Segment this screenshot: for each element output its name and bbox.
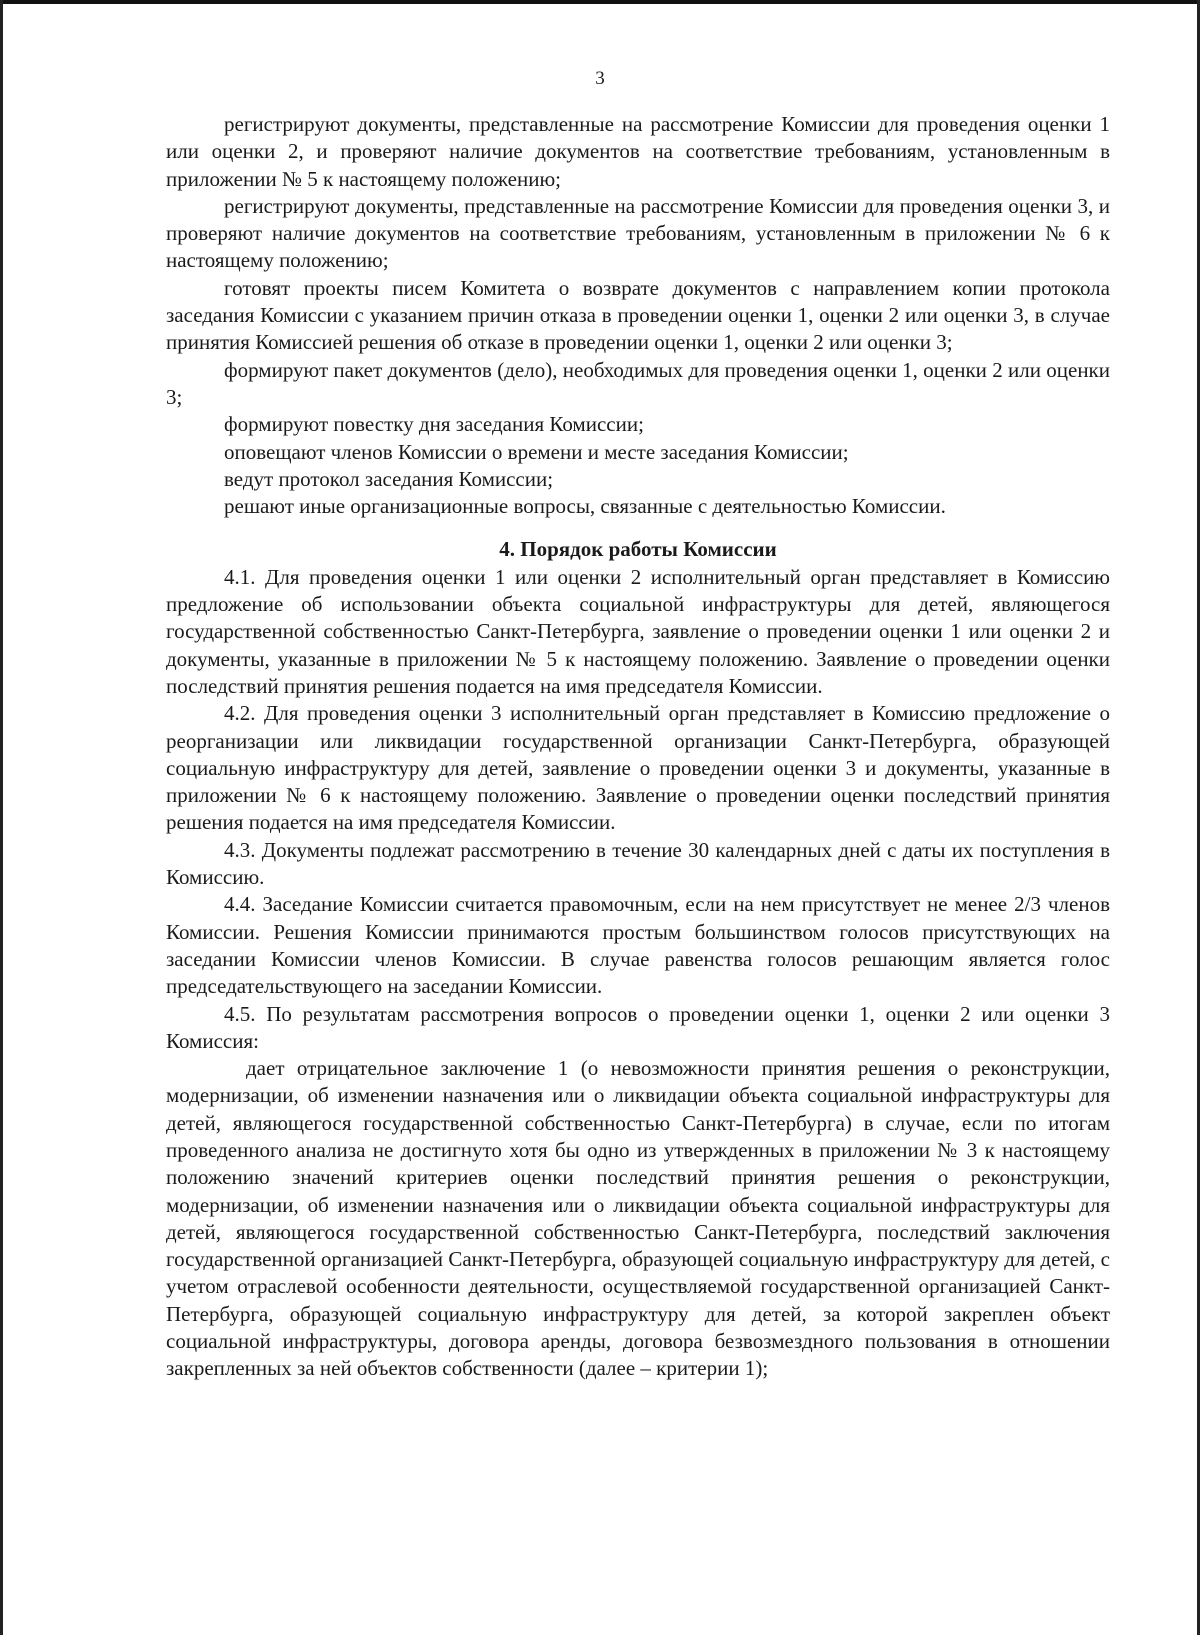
paragraph: формируют повестку дня заседания Комиссии; — [224, 412, 644, 437]
document-body — [166, 111, 1110, 1383]
scan-border-top — [0, 0, 1200, 4]
paragraph: оповещают членов Комиссии о времени и месте заседания Комиссии; — [224, 439, 849, 464]
page-number: 3 — [595, 68, 605, 89]
paragraph: готовят проекты писем Комитета о возврате документов с направлением копии протокола заседания Комиссии с указанием причин отказа в проведении оценки 1, оценки 2 или оценки 3, в случае принятия Комиссией решения об отказе в проведении оценки 1, оценки 2 или оценки 3; — [166, 275, 1110, 355]
scan-border-left — [0, 0, 3, 1635]
clause-paragraph: 4.2. Для проведения оценки 3 исполнительный орган представляет в Комиссию предложение о реорганизации или ликвидации государственной организации Санкт-Петербурга, образующей социальную инфраструктуру для детей, заявление о проведении оценки 3 и документы, указанные в приложении № 6 к настоящему положению. Заявление о проведении оценки последствий принятия решения подается на имя председателя Комиссии. — [166, 701, 1110, 835]
clause-paragraph: 4.4. Заседание Комиссии считается правомочным, если на нем присутствует не менее 2/3 членов Комиссии. Решения Комиссии принимаются простым большинством голосов присутствующих на заседании Комиссии членов Комиссии. В случае равенства голосов решающим является голос председательствующего на заседании Комиссии. — [166, 892, 1110, 999]
paragraph: регистрируют документы, представленные на рассмотрение Комиссии для проведения оценки 3, и проверяют наличие документов на соответствие требованиям, установленным в приложении № 6 к настоящему положению; — [166, 193, 1110, 273]
paragraph: решают иные организационные вопросы, связанные с деятельностью Комиссии. — [224, 494, 946, 519]
paragraph: регистрируют документы, представленные на рассмотрение Комиссии для проведения оценки 1 или оценки 2, и проверяют наличие документов на соответствие требованиям, установленным в приложении № 5 к настоящему положению; — [166, 112, 1110, 191]
clause-paragraph: 4.5. По результатам рассмотрения вопросов о проведении оценки 1, оценки 2 или оценки 3 Комиссия: — [166, 1001, 1110, 1053]
section-heading: 4. Порядок работы Комиссии — [499, 537, 777, 562]
sub-paragraph: дает отрицательное заключение 1 (о невозможности принятия решения о реконструкции, модернизации, об изменении назначения или о ликвидации объекта социальной инфраструктуры для детей, являющегося государственной собственностью Санкт-Петербурга) в случае, если по итогам проведенного анализа не достигнуто хотя бы одно из утвержденных в приложении № 3 к настоящему положению значений критериев оценки последствий принятия решения о реконструкции, модернизации, об изменении назначения или о ликвидации объекта социальной инфраструктуры для детей, являющегося государственной собственностью Санкт-Петербурга, последствий заключения государственной организацией Санкт-Петербурга, образующей социальную инфраструктуру для детей, с учетом отраслевой особенности деятельности, осуществляемой государственной организацией Санкт-Петербурга, образующей социальную инфраструктуру для детей, за которой закреплен объект социальной инфраструктуры, договора аренды, договора безвозмездного пользования в отношении закрепленных за ней объектов собственности (далее – критерии 1); — [166, 1056, 1110, 1381]
paragraph: ведут протокол заседания Комиссии; — [224, 466, 554, 491]
clause-paragraph: 4.3. Документы подлежат рассмотрению в течение 30 календарных дней с даты их поступления в Комиссию. — [166, 837, 1110, 890]
paragraph: формируют пакет документов (дело), необходимых для проведения оценки 1, оценки 2 или оценки 3; — [166, 357, 1110, 409]
clause-paragraph: 4.1. Для проведения оценки 1 или оценки 2 исполнительный орган представляет в Комиссию предложение об использовании объекта социальной инфраструктуры для детей, являющегося государственной собственностью Санкт-Петербурга, заявление о проведении оценки 1 или оценки 2 и документы, указанные в приложении № 5 к настоящему положению. Заявление о проведении оценки последствий принятия решения подается на имя председателя Комиссии. — [166, 564, 1110, 698]
